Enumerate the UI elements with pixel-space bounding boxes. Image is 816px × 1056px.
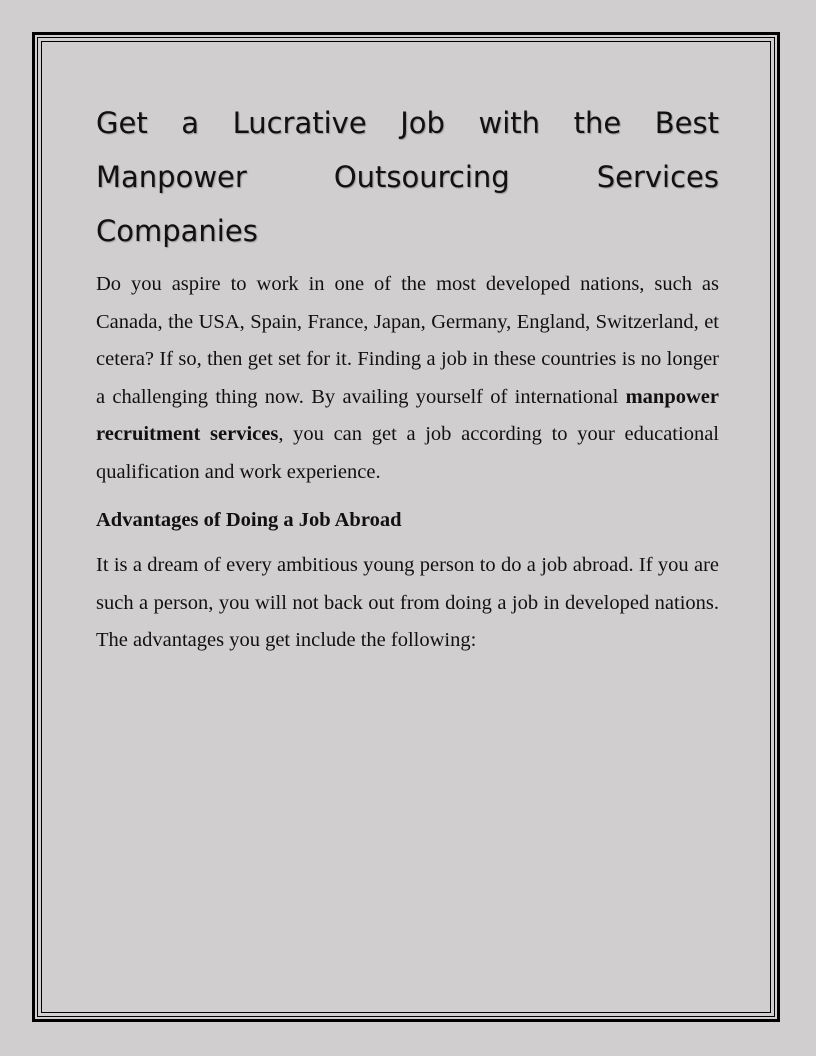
section-paragraph: It is a dream of every ambitious young person to do a job abroad. If you are such a person, you will not back out from doing a job in developed nations. The advantages you get include the following: <box>96 554 719 651</box>
section-heading: Advantages of Doing a Job Abroad <box>96 509 402 531</box>
document-title <box>96 96 719 258</box>
intro-text-start: Do you aspire to work in one of the most developed nations, such as Canada, the USA, Spain, France, Japan, Germany, England, Switzerland, et cetera? If so, then get set for it. Finding a job in these countries is no longer a challenging thing now. By availing yourself of international <box>96 273 719 408</box>
intro-bold-phrase: manpower recruitment services <box>96 385 719 445</box>
intro-paragraph <box>96 266 719 491</box>
document-body <box>96 96 719 660</box>
title-line-3: Companies <box>96 214 258 248</box>
intro-text-end: , you can get a job according to your educational qualification and work experience. <box>96 423 719 483</box>
title-line-2: Manpower Outsourcing Services <box>96 160 719 194</box>
title-line-1: Get a Lucrative Job with the Best <box>96 106 719 140</box>
